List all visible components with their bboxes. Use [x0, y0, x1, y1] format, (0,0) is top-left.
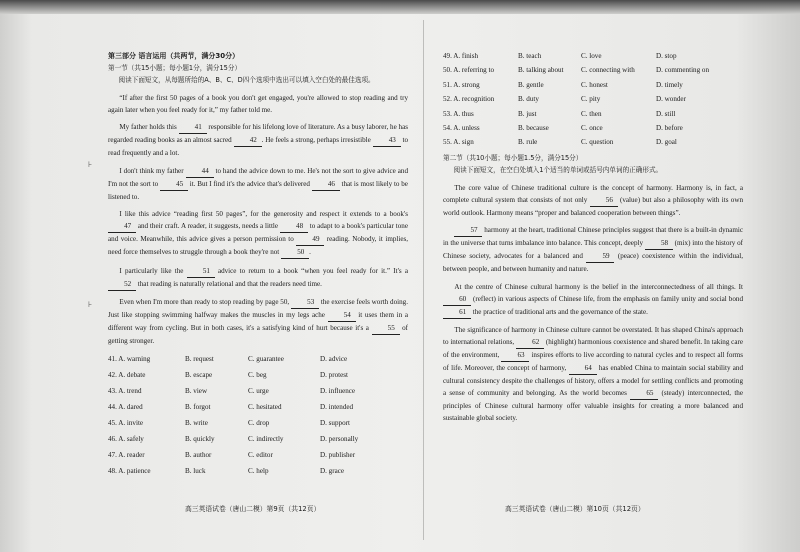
option: C. honest	[581, 80, 608, 89]
option: C. pity	[581, 95, 601, 104]
option: 49. A. finish	[443, 52, 479, 60]
option: D. intended	[320, 402, 354, 411]
blank-56: 56	[590, 194, 618, 207]
option: C. urge	[248, 386, 269, 395]
option: D. publisher	[320, 450, 356, 459]
blank-61: 61	[443, 306, 471, 319]
blank-45: 45	[160, 178, 188, 191]
blank-46: 46	[312, 178, 340, 191]
passage-paragraph: “If after the first 50 pages of a book you don't get engaged, you're allowed to stop reading and try again later when you feel ready for it,” my father told me.	[108, 93, 408, 114]
option: D. grace	[320, 466, 345, 475]
option: C. drop	[248, 418, 270, 427]
blank-58: 58	[645, 237, 673, 250]
passage-paragraph: The core value of Chinese traditional culture is the concept of harmony. Harmony is, in fact, a complete cultural system that consists of not only 56 (value) but also a philosophy with its own world outlook. Harmony means “proper and balanced cooperation between things”.	[443, 183, 743, 217]
option: C. beg	[248, 370, 267, 379]
option: 48. A. patience	[108, 466, 151, 475]
options-table	[443, 50, 743, 148]
option: 47. A. reader	[108, 450, 145, 459]
blank-60: 60	[443, 293, 471, 306]
option: 42. A. debate	[108, 370, 146, 379]
option: D. commenting on	[656, 66, 709, 75]
option: B. gentle	[518, 80, 544, 89]
option: B. write	[185, 418, 208, 427]
option: D. before	[656, 123, 683, 132]
option: D. stop	[656, 52, 677, 60]
option: B. luck	[185, 466, 206, 475]
blank-54: 54	[328, 309, 356, 322]
binding-mark: ⊦	[88, 160, 93, 169]
blank-43: 43	[373, 134, 401, 147]
option: D. support	[320, 418, 350, 427]
option: 46. A. safely	[108, 434, 144, 443]
part-heading: 第三部分 语言运用（共两节，满分30分）	[108, 52, 240, 60]
section-heading: 第二节（共10小题；每小题1.5分，满分15分）	[443, 154, 583, 163]
option: C. editor	[248, 450, 273, 459]
section-heading: 第一节（共15小题；每小题1分，满分15分）	[108, 64, 242, 72]
passage-paragraph: The significance of harmony in Chinese culture cannot be overstated. It has shaped China's approach to international relations, 62 (highlight) harmonious coexistence and shared benefit. In taking care of the environment, 63 inspires efforts to live according to natural cycles and to respect all forms of life. Moreover, the concept of harmony, 64 has enabled China to maintain social stability and cultural consistency despite the challenges of history, offers a model for settling conflicts and promoting a sense of community and belonging. As the world becomes 65 (steady) interconnected, the principles of Chinese cultural harmony offer valuable insights for creating a more balanced and sustainable global society.	[443, 326, 744, 423]
option: 50. A. referring to	[443, 66, 495, 75]
option: B. duty	[518, 95, 539, 104]
passage-paragraph: At the centre of Chinese cultural harmony is the belief in the interconnectedness of all things. It 60 (reflect) in various aspects of Chinese life, from the emphasis on family unity and social bond 61 the practice of traditional arts and the governance of the state.	[443, 281, 743, 319]
option: B. forgot	[185, 402, 211, 411]
option: D. advice	[320, 354, 348, 363]
passage-paragraph: My father holds this 41 responsible for his lifelong love of literature. As a busy laborer, he has regarded reading books as an almost sacred 42 . He feels a strong, perhaps irresistible 43 to read frequently and a lot.	[108, 123, 409, 157]
option: B. talking about	[518, 66, 564, 75]
option: C. once	[581, 123, 603, 132]
option: B. author	[185, 450, 212, 459]
blank-57: 57	[454, 224, 482, 237]
blank-49: 49	[296, 233, 324, 246]
option: 51. A. strong	[443, 80, 480, 89]
option: B. rule	[518, 138, 538, 147]
blank-51: 51	[187, 265, 215, 278]
option: D. personally	[320, 434, 359, 443]
option: C. then	[581, 109, 602, 118]
blank-65: 65	[630, 387, 658, 400]
passage-paragraph: I particularly like the 51 advice to return to a book “when you feel ready for it.” It's a 52 that reading is naturally relational and that the readers need time.	[108, 265, 408, 291]
passage-paragraph: I like this advice “reading first 50 pages”, for the generosity and respect it extends to a book's 47 and their craft. A reader, it suggests, needs a little 48 to adapt to a book's particular tone and voice. Meanwhile, this advice gives a person permission to 49 reading. Nobody, it implies, need force themselves to struggle through a book they're not 50 .	[108, 208, 408, 259]
blank-50: 50	[281, 246, 309, 259]
blank-62: 62	[516, 336, 544, 349]
option: B. teach	[518, 52, 542, 60]
option: D. wonder	[656, 95, 686, 104]
blank-44: 44	[186, 165, 214, 178]
page-fold-line	[423, 20, 424, 540]
option: B. quickly	[185, 434, 215, 443]
instructions: 阅读下面短文，从每题所给的A、B、C、D四个选项中选出可以填入空白处的最佳选项。	[118, 76, 375, 84]
passage-paragraph: Even when I'm more than ready to stop reading by page 50, 53 the exercise feels worth doing. Just like stopping swimming halfway makes the muscles in my legs ache 54 it uses them in a different way from cycling. But in both cases, it's a satisfying kind of hurt because it's a 55 of getting stronger.	[108, 298, 409, 345]
options-table	[108, 353, 408, 477]
option: C. hesitated	[248, 402, 282, 411]
option: 45. A. invite	[108, 418, 144, 427]
blank-47: 47	[108, 220, 136, 233]
passage-paragraph: 57 harmony at the heart, traditional Chinese principles suggest that there is a built-in dynamic in the universe that turns imbalance into balance. This concept, deeply 58 (mix) into the history of Chinese society, advocates for a balanced and 59 (peace) coexistence within the individual, between people, and between humanity and nature.	[443, 226, 744, 274]
blank-48: 48	[280, 220, 308, 233]
left-page	[108, 50, 408, 477]
option: D. influence	[320, 386, 356, 395]
blank-52: 52	[108, 278, 136, 291]
blank-53: 53	[291, 296, 319, 309]
right-page	[443, 50, 743, 430]
option: 53. A. thus	[443, 109, 474, 118]
option: D. protest	[320, 370, 348, 379]
option: B. because	[518, 123, 549, 132]
option: C. love	[581, 52, 602, 60]
page-footer: 高三英语试卷（唐山二模）第10页（共12页）	[505, 505, 645, 513]
option: D. goal	[656, 138, 677, 147]
blank-55: 55	[372, 322, 400, 335]
page-footer: 高三英语试卷（唐山二模）第9页（共12页）	[185, 505, 321, 513]
option: 52. A. recognition	[443, 95, 495, 104]
option: C. help	[248, 466, 269, 475]
option: 44. A. dared	[108, 402, 143, 411]
passage-paragraph: I don't think my father 44 to hand the advice down to me. He's not the sort to give advice and I'm not the sort to 45 it. But I find it's the advice that's delivered 46 that is most likely to be listened to.	[108, 166, 408, 201]
option: D. timely	[656, 80, 683, 89]
option: C. indirectly	[248, 434, 284, 443]
option: 41. A. warning	[108, 354, 151, 363]
option: 43. A. trend	[108, 386, 142, 395]
scan-top-edge	[0, 0, 800, 14]
instructions: 阅读下面短文，在空白处填入1个适当的单词或括号内单词的正确形式。	[453, 166, 663, 175]
option: B. just	[518, 109, 537, 118]
option: B. view	[185, 386, 208, 395]
option: C. connecting with	[581, 66, 635, 75]
blank-63: 63	[501, 349, 529, 362]
binding-mark: ⊦	[88, 300, 93, 309]
blank-59: 59	[586, 250, 614, 263]
option: C. guarantee	[248, 354, 284, 363]
option: C. question	[581, 138, 614, 147]
option: 55. A. sign	[443, 138, 474, 147]
blank-64: 64	[569, 362, 597, 375]
option: 54. A. unless	[443, 123, 480, 132]
option: B. escape	[185, 370, 213, 379]
blank-41: 41	[179, 121, 207, 134]
option: B. request	[185, 354, 214, 363]
blank-42: 42	[234, 134, 262, 147]
option: D. still	[656, 109, 676, 118]
